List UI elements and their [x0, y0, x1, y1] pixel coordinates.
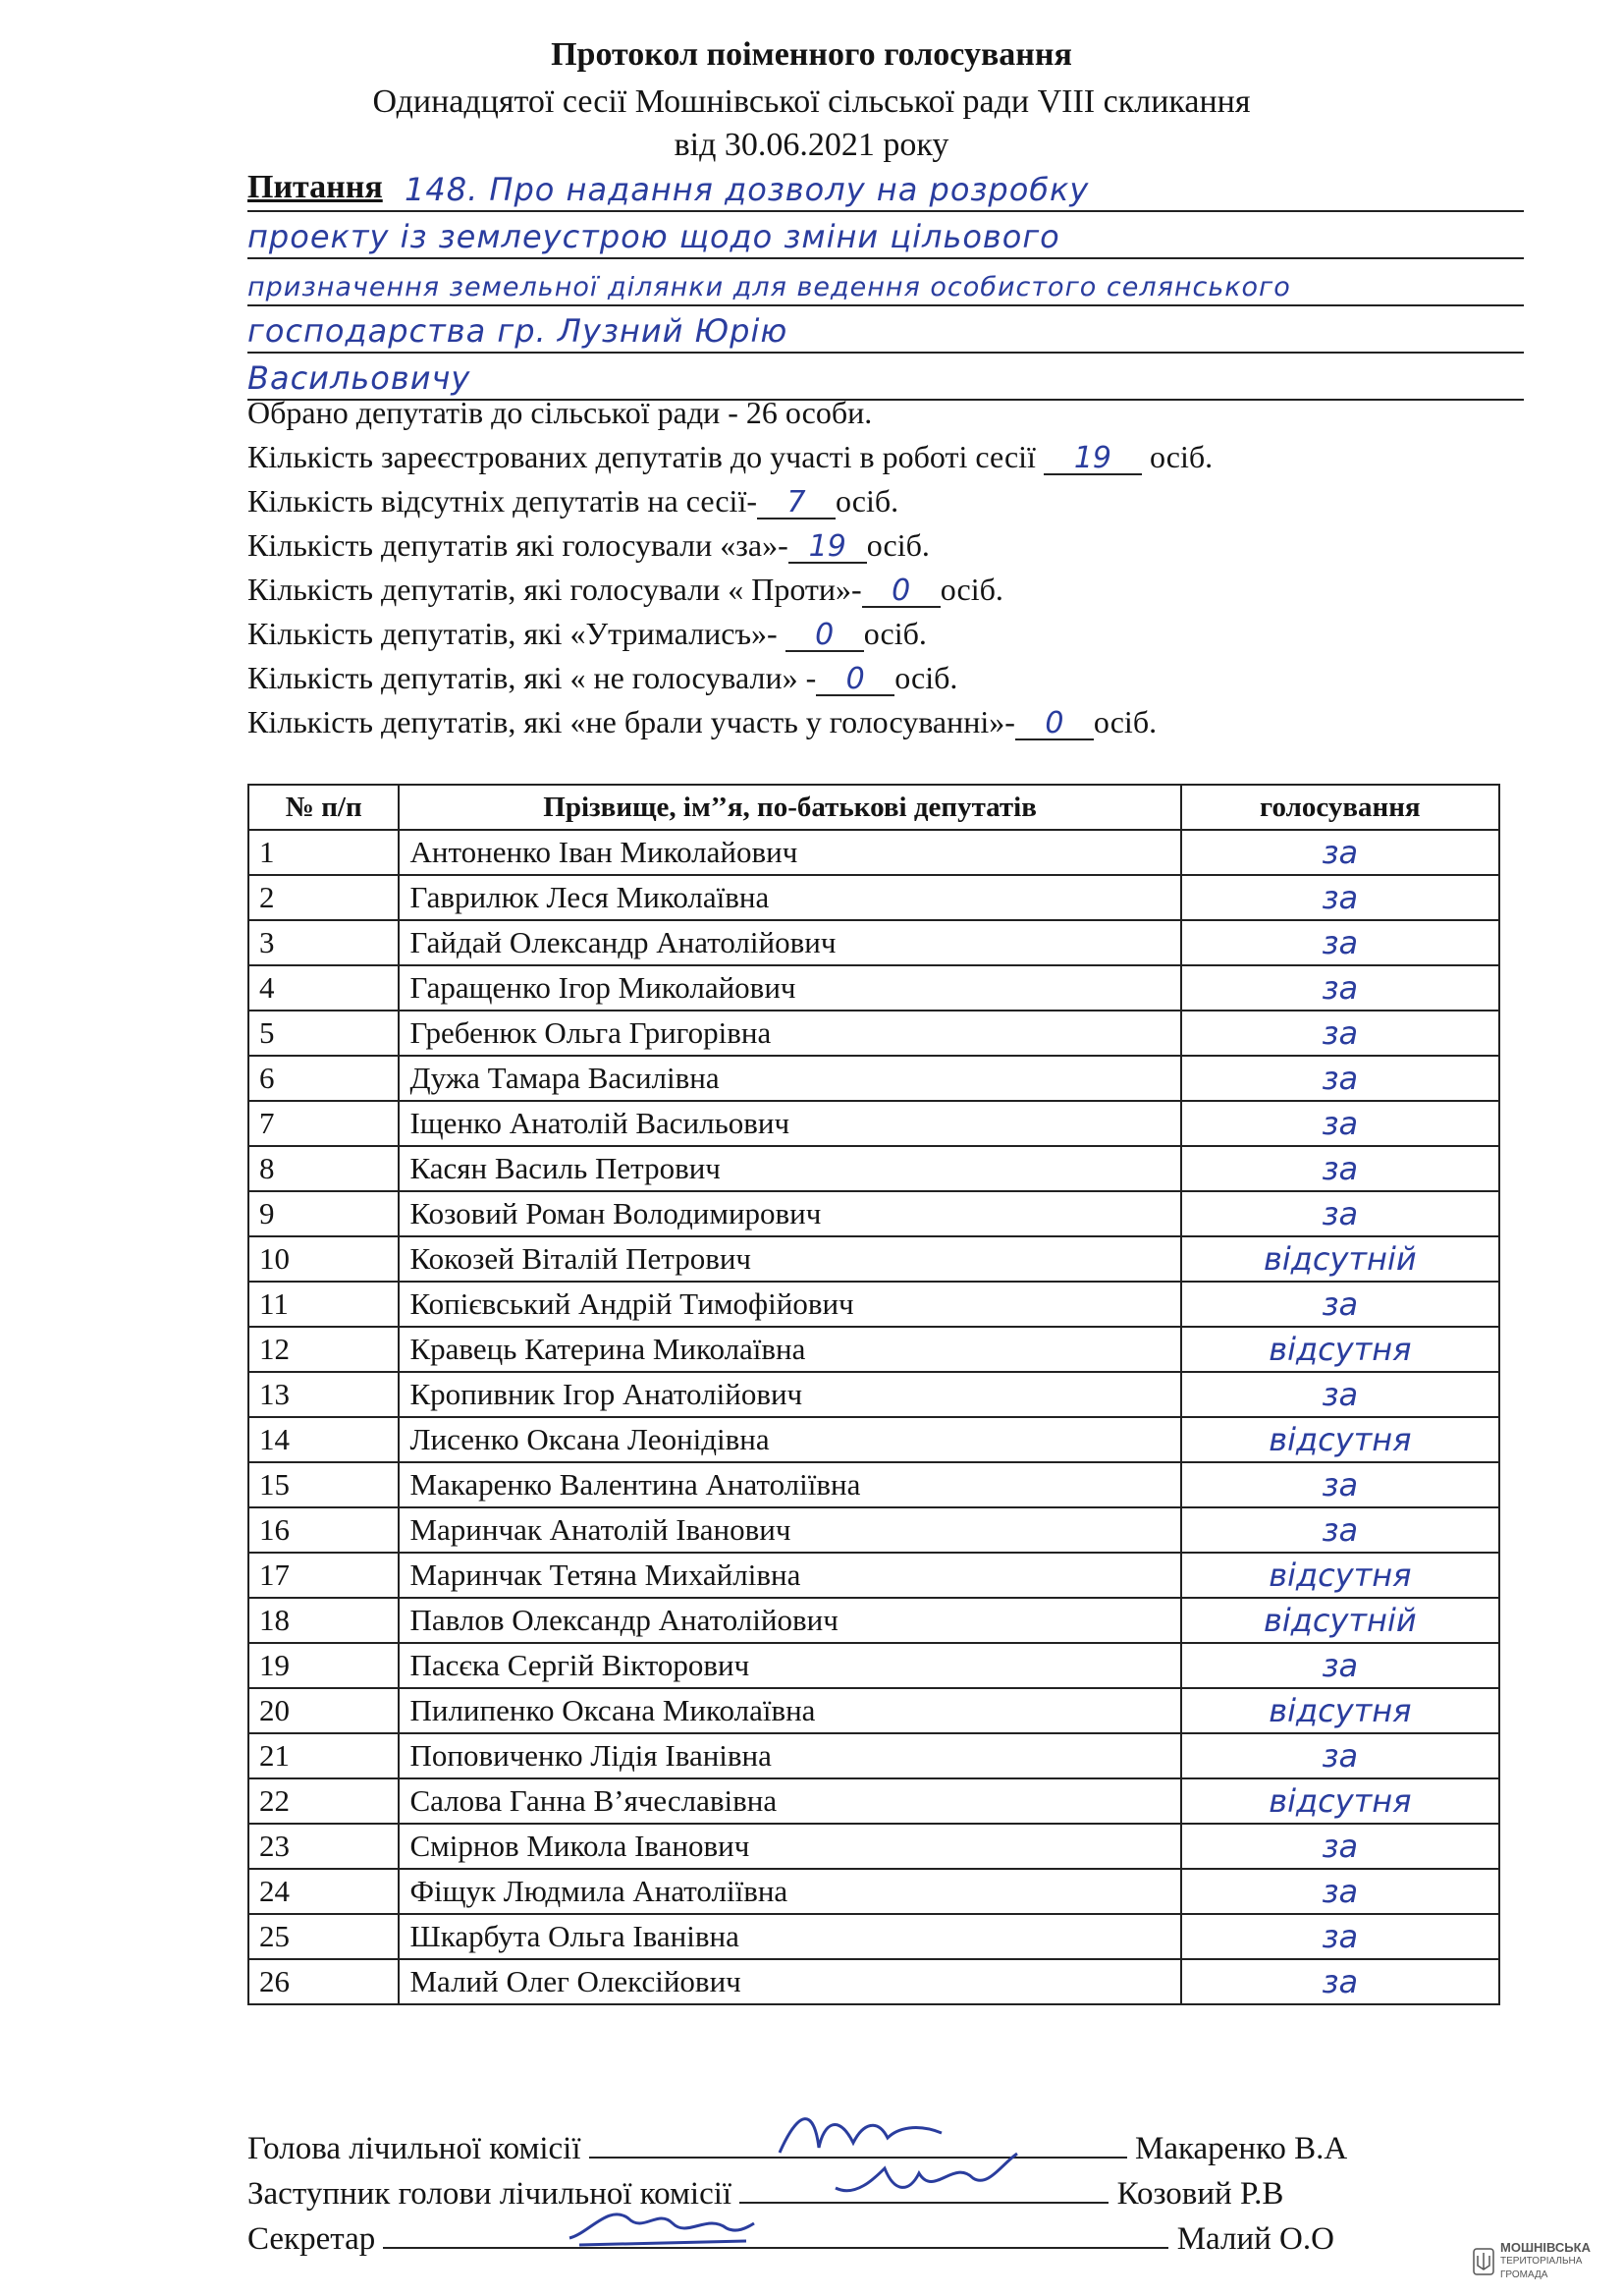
- vote-value: відсутній: [1181, 1236, 1499, 1282]
- deputy-name: Дужа Тамара Василівна: [399, 1056, 1180, 1101]
- question-line: [247, 259, 1524, 306]
- table-row: [248, 1914, 1499, 1959]
- vote-value: за: [1181, 920, 1499, 965]
- stat-registered: [247, 435, 1213, 479]
- table-row: [248, 1778, 1499, 1824]
- stat-not-participated-value: 0: [1045, 706, 1064, 740]
- deputy-name: Кравець Катерина Миколаївна: [399, 1327, 1180, 1372]
- stat-absent-label: Кількість відсутніх депутатів на сесії-: [247, 483, 757, 519]
- table-row: [248, 1643, 1499, 1688]
- table-row: [248, 965, 1499, 1011]
- stat-registered-label: Кількість зареєстрованих депутатів до участі в роботі сесії: [247, 439, 1036, 474]
- deputy-name: Кокозей Віталій Петрович: [399, 1236, 1180, 1282]
- deputy-signature-row: [247, 2168, 1524, 2214]
- row-number: 2: [248, 875, 399, 920]
- deputy-name: Салова Ганна В’ячеславівна: [399, 1778, 1180, 1824]
- table-row: [248, 1101, 1499, 1146]
- secretary-signature-scribble: [560, 2194, 756, 2253]
- vote-value: за: [1181, 1914, 1499, 1959]
- vote-value: за: [1181, 830, 1499, 875]
- question-block: [247, 165, 1524, 401]
- stat-not-voted-value: 0: [845, 662, 865, 696]
- table-row: [248, 1869, 1499, 1914]
- secretary-label: Секретар: [247, 2221, 376, 2257]
- vote-value: за: [1181, 1733, 1499, 1778]
- document-title: Протокол поіменного голосування: [551, 36, 1072, 73]
- header-name: Прізвище, ім’’я, по-батькові депутатів: [399, 785, 1180, 830]
- table-row: [248, 1372, 1499, 1417]
- vote-value: за: [1181, 1191, 1499, 1236]
- vote-value: за: [1181, 1056, 1499, 1101]
- deputy-name: Копієвський Андрій Тимофійович: [399, 1282, 1180, 1327]
- deputy-name: Кропивник Ігор Анатолійович: [399, 1372, 1180, 1417]
- table-row: [248, 1507, 1499, 1553]
- table-row: [248, 1282, 1499, 1327]
- deputy-name: Поповиченко Лідія Іванівна: [399, 1733, 1180, 1778]
- stat-unit: осіб.: [863, 616, 927, 651]
- deputy-name: Іщенко Анатолій Васильович: [399, 1101, 1180, 1146]
- vote-value: за: [1181, 1282, 1499, 1327]
- vote-statistics: [247, 391, 1213, 744]
- stat-for-label: Кількість депутатів які голосували «за»-: [247, 527, 788, 563]
- secretary-signature-line: [383, 2214, 1168, 2249]
- stat-absent: [247, 479, 1213, 523]
- vote-value: за: [1181, 1011, 1499, 1056]
- stat-unit: осіб.: [894, 660, 958, 695]
- table-row: [248, 1146, 1499, 1191]
- stat-unit: осіб.: [1149, 439, 1214, 474]
- vote-value: за: [1181, 1372, 1499, 1417]
- stat-unit: осіб.: [835, 483, 899, 519]
- deputy-name: Козовий Р.В: [1116, 2176, 1284, 2212]
- table-row: [248, 1191, 1499, 1236]
- row-number: 18: [248, 1598, 399, 1643]
- vote-value: за: [1181, 965, 1499, 1011]
- question-text-line: проекту із землеустрою щодо зміни цільового: [247, 218, 1060, 255]
- vote-value: за: [1181, 1146, 1499, 1191]
- stat-abstained: [247, 612, 1213, 656]
- row-number: 19: [248, 1643, 399, 1688]
- deputy-signature-scribble: [826, 2149, 1022, 2208]
- row-number: 16: [248, 1507, 399, 1553]
- row-number: 14: [248, 1417, 399, 1462]
- vote-value: відсутня: [1181, 1553, 1499, 1598]
- deputy-name: Шкарбута Ольга Іванівна: [399, 1914, 1180, 1959]
- deputy-name: Маринчак Анатолій Іванович: [399, 1507, 1180, 1553]
- table-row: [248, 1824, 1499, 1869]
- deputy-name: Лисенко Оксана Леонідівна: [399, 1417, 1180, 1462]
- question-text-line: господарства гр. Лузний Юрію: [247, 312, 788, 350]
- table-row: [248, 1011, 1499, 1056]
- table-row: [248, 1733, 1499, 1778]
- deputy-name: Макаренко Валентина Анатоліївна: [399, 1462, 1180, 1507]
- row-number: 6: [248, 1056, 399, 1101]
- document-date: від 30.06.2021 року: [674, 127, 949, 163]
- trident-icon: [1473, 2248, 1494, 2275]
- row-number: 13: [248, 1372, 399, 1417]
- deputy-name: Козовий Роман Володимирович: [399, 1191, 1180, 1236]
- stat-for-blank: [788, 528, 867, 564]
- stat-absent-value: 7: [786, 485, 806, 519]
- stat-unit: осіб.: [1093, 704, 1158, 739]
- deputy-name: Смірнов Микола Іванович: [399, 1824, 1180, 1869]
- chair-label: Голова лічильної комісії: [247, 2131, 581, 2166]
- header-vote: голосування: [1181, 785, 1499, 830]
- stat-unit: осіб.: [940, 572, 1003, 607]
- question-text-line: Васильовичу: [247, 359, 471, 397]
- stat-abstained-value: 0: [815, 618, 835, 652]
- stat-not-participated: [247, 700, 1213, 744]
- table-row: [248, 1462, 1499, 1507]
- vote-value: відсутній: [1181, 1598, 1499, 1643]
- stat-elected: Обрано депутатів до сільської ради - 26 особи.: [247, 395, 873, 430]
- vote-value: за: [1181, 1869, 1499, 1914]
- stat-not-participated-label: Кількість депутатів, які «не брали участь у голосуванні»-: [247, 704, 1015, 739]
- deputy-name: Малий Олег Олексійович: [399, 1959, 1180, 2004]
- stat-abstained-blank: [785, 617, 864, 652]
- deputy-signature-line: [739, 2168, 1109, 2204]
- table-row: [248, 1959, 1499, 2004]
- vote-value: за: [1181, 1824, 1499, 1869]
- stat-for-value: 19: [808, 529, 846, 564]
- table-row: [248, 1553, 1499, 1598]
- session-subtitle: Одинадцятої сесії Мошнівської сільської ради VIII скликання: [372, 83, 1251, 120]
- deputy-name: Гребенюк Ольга Григорівна: [399, 1011, 1180, 1056]
- row-number: 9: [248, 1191, 399, 1236]
- stat-against: [247, 568, 1213, 612]
- table-row: [248, 1598, 1499, 1643]
- stat-against-blank: [862, 573, 941, 608]
- row-number: 24: [248, 1869, 399, 1914]
- vote-value: за: [1181, 875, 1499, 920]
- stat-registered-blank: [1044, 440, 1142, 475]
- row-number: 10: [248, 1236, 399, 1282]
- vote-value: за: [1181, 1507, 1499, 1553]
- row-number: 23: [248, 1824, 399, 1869]
- stat-not-voted: [247, 656, 1213, 700]
- deputy-name: Гайдай Олександр Анатолійович: [399, 920, 1180, 965]
- stat-abstained-label: Кількість депутатів, які «Утрималисъ»-: [247, 616, 778, 651]
- secretary-signature-row: [247, 2214, 1524, 2259]
- question-label: Питання: [247, 169, 383, 205]
- deputy-name: Антоненко Іван Миколайович: [399, 830, 1180, 875]
- vote-value: відсутня: [1181, 1327, 1499, 1372]
- vote-value: відсутня: [1181, 1688, 1499, 1733]
- row-number: 26: [248, 1959, 399, 2004]
- question-text-line: 148. Про надання дозволу на розробку: [405, 171, 1090, 208]
- table-row: [248, 1688, 1499, 1733]
- deputy-name: Фіщук Людмила Анатоліївна: [399, 1869, 1180, 1914]
- deputy-name: Пасєка Сергій Вікторович: [399, 1643, 1180, 1688]
- signature-block: [247, 2123, 1524, 2259]
- table-row: [248, 830, 1499, 875]
- row-number: 22: [248, 1778, 399, 1824]
- roll-call-table: [247, 784, 1500, 2005]
- row-number: 1: [248, 830, 399, 875]
- row-number: 8: [248, 1146, 399, 1191]
- row-number: 4: [248, 965, 399, 1011]
- question-line: [247, 306, 1524, 354]
- logo-line-2: ТЕРИТОРІАЛЬНА: [1500, 2256, 1583, 2267]
- row-number: 25: [248, 1914, 399, 1959]
- stat-against-label: Кількість депутатів, які голосували « Проти»-: [247, 572, 862, 607]
- row-number: 11: [248, 1282, 399, 1327]
- vote-value: відсутня: [1181, 1778, 1499, 1824]
- vote-value: за: [1181, 1959, 1499, 2004]
- row-number: 21: [248, 1733, 399, 1778]
- row-number: 17: [248, 1553, 399, 1598]
- logo-line-1: МОШНІВСЬКА: [1500, 2240, 1591, 2255]
- stat-not-voted-blank: [816, 661, 894, 696]
- stat-unit: осіб.: [866, 527, 930, 563]
- table-header-row: [248, 785, 1499, 830]
- deputy-name: Маринчак Тетяна Михайлівна: [399, 1553, 1180, 1598]
- logo-line-3: ГРОМАДА: [1500, 2269, 1548, 2280]
- vote-value: за: [1181, 1462, 1499, 1507]
- deputy-name: Пилипенко Оксана Миколаївна: [399, 1688, 1180, 1733]
- row-number: 5: [248, 1011, 399, 1056]
- stat-against-value: 0: [892, 574, 911, 608]
- stat-for: [247, 523, 1213, 568]
- row-number: 3: [248, 920, 399, 965]
- row-number: 20: [248, 1688, 399, 1733]
- row-number: 15: [248, 1462, 399, 1507]
- vote-value: за: [1181, 1101, 1499, 1146]
- vote-value: відсутня: [1181, 1417, 1499, 1462]
- logo-text: [1500, 2241, 1591, 2282]
- table-row: [248, 875, 1499, 920]
- deputy-name: Павлов Олександр Анатолійович: [399, 1598, 1180, 1643]
- row-number: 7: [248, 1101, 399, 1146]
- row-number: 12: [248, 1327, 399, 1372]
- question-text-line: призначення земельної ділянки для ведення особистого селянського: [247, 272, 1291, 302]
- stat-registered-value: 19: [1073, 441, 1112, 475]
- deputy-name: Гаращенко Ігор Миколайович: [399, 965, 1180, 1011]
- deputy-name: Гаврилюк Леся Миколаївна: [399, 875, 1180, 920]
- table-row: [248, 920, 1499, 965]
- deputy-name: Касян Василь Петрович: [399, 1146, 1180, 1191]
- table-row: [248, 1056, 1499, 1101]
- question-line: [247, 212, 1524, 259]
- stat-absent-blank: [757, 484, 836, 519]
- chair-name: Макаренко В.А: [1135, 2131, 1348, 2166]
- table-row: [248, 1236, 1499, 1282]
- secretary-name: Малий О.О: [1176, 2221, 1334, 2257]
- stat-not-participated-blank: [1015, 705, 1094, 740]
- stat-not-voted-label: Кількість депутатів, які « не голосували» -: [247, 660, 817, 695]
- table-row: [248, 1327, 1499, 1372]
- community-logo: [1473, 2241, 1591, 2282]
- vote-value: за: [1181, 1643, 1499, 1688]
- table-row: [248, 1417, 1499, 1462]
- header-number: № п/п: [248, 785, 399, 830]
- deputy-label: Заступник голови лічильної комісії: [247, 2176, 732, 2212]
- question-line: [247, 165, 1524, 212]
- table-body: [248, 830, 1499, 2004]
